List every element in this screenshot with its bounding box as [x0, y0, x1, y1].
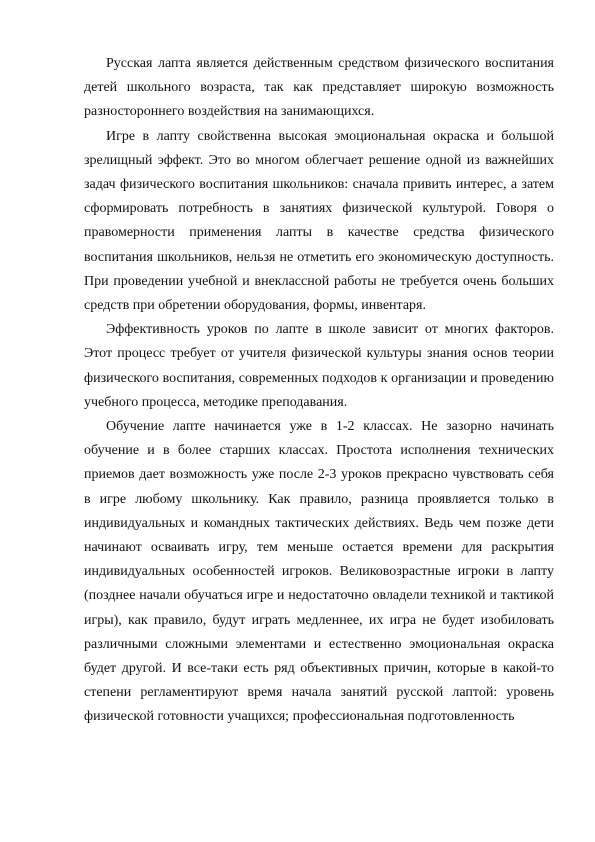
paragraph-2: Игре в лапту свойственна высокая эмоциональная окраска и большой зрелищный эффект. Это во многом облегчает решение одной из важнейших задач физического воспитания школьников: сначала привить интерес, а затем сформировать потребность в занятиях физической культурой. Говоря о правомерности применения лапты в качестве средства физического воспитания школьников, нельзя не отметить его экономическую доступность. При проведении учебной и внеклассной работы не требуется очень больших средств при обретении оборудования, формы, инвентаря. [84, 128, 554, 314]
paragraph-3: Эффективность уроков по лапте в школе зависит от многих факторов. Этот процесс требует от учителя физической культуры знания основ теории физического воспитания, современных подходов к организации и проведению учебного процесса, методике преподавания. [84, 322, 554, 410]
paragraph-4: Обучение лапте начинается уже в 1-2 классах. Не зазорно начинать обучение и в более старших классах. Простота исполнения технических приемов дает возможность уже после 2-3 уроков прекрасно чувствовать себя в игре любому школьнику. Как правило, разница проявляется только в индивидуальных и командных тактических действиях. Ведь чем позже дети начинают осваивать игру, тем меньше остается времени для раскрытия индивидуальных особенностей игроков. Великовозрастные игроки в лапту (позднее начали обучаться игре и недостаточно овладели техникой и тактикой игры), как правило, будут играть медленнее, их игра не будет изобиловать различными сложными элементами и естественно эмоциональная окраска будет другой. И все-таки есть ряд объективных причин, которые в какой-то степени регламентируют время начала занятий русской лаптой: уровень физической готовности учащихся; профессиональная подготовленность [84, 419, 554, 725]
document-body [84, 52, 554, 730]
paragraph-1: Русская лапта является действенным средством физического воспитания детей школьного возраста, так как представляет широкую возможность разностороннего воздействия на занимающихся. [84, 56, 554, 120]
